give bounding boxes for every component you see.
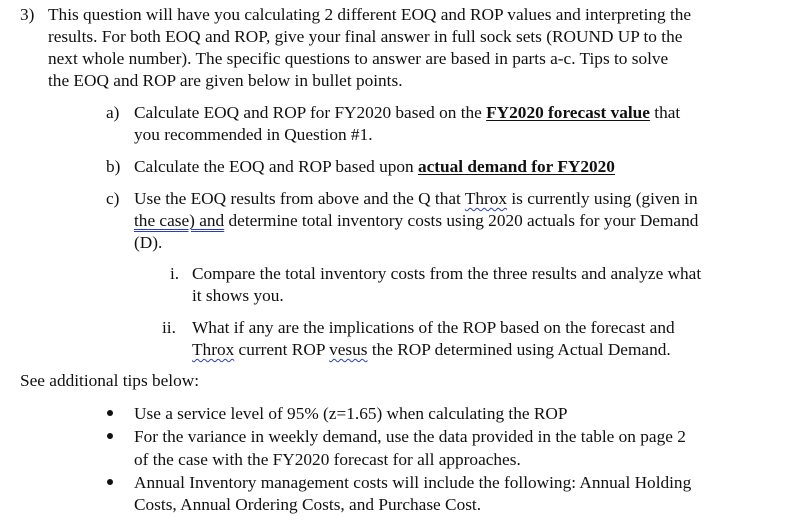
part-c-line-2-rest: determine total inventory costs using 2020 actuals for your Demand — [224, 211, 699, 230]
subpart-ii-line-2 — [192, 339, 671, 361]
bullet-icon — [107, 479, 113, 485]
part-a-forecast-emphasis: FY2020 forecast value — [486, 103, 650, 122]
part-b-actual-demand-emphasis: actual demand for FY2020 — [417, 157, 615, 176]
bullet-icon — [107, 433, 113, 439]
tip-2-line-2: of the case with the FY2020 forecast for all approaches. — [134, 450, 521, 469]
part-c-text: Use the EOQ results from above and the Q that — [134, 189, 465, 208]
part-a-line-2: you recommended in Question #1. — [134, 125, 373, 144]
question-line-3: next whole number). The specific questions to answer are based in parts a-c. Tips to solve — [48, 49, 669, 68]
part-a-line-1 — [134, 102, 680, 124]
part-c-line-2 — [134, 210, 698, 232]
tip-2-line-1: For the variance in weekly demand, use the data provided in the table on page 2 — [134, 427, 686, 446]
bullet-icon — [107, 410, 113, 416]
question-number: 3) — [20, 5, 35, 24]
part-b-text: Calculate the EOQ and ROP based upon — [134, 157, 418, 176]
part-a-text: Calculate EOQ and ROP for FY2020 based on the — [134, 103, 487, 122]
subpart-ii-line-1: What if any are the implications of the ROP based on the forecast and — [192, 318, 675, 337]
question-line-4: the EOQ and ROP are given below in bullet points. — [48, 71, 403, 90]
part-b-label: b) — [106, 157, 121, 176]
subpart-ii-text-after: the ROP determined using Actual Demand. — [367, 340, 671, 359]
part-c-text-after: is currently using (given in — [507, 189, 698, 208]
subpart-i-line-1: Compare the total inventory costs from the three results and analyze what — [192, 264, 702, 283]
subpart-ii-label: ii. — [162, 318, 176, 337]
part-a-text-after: that — [649, 103, 681, 122]
spellcheck-flag-throx[interactable]: Throx — [464, 189, 508, 208]
question-line-1: This question will have you calculating 2 different EOQ and ROP values and interpreting the — [48, 5, 692, 24]
part-c-line-1 — [134, 188, 698, 210]
subpart-i-label: i. — [170, 264, 180, 283]
part-c-line-3: (D). — [134, 233, 163, 252]
tip-3-line-1: Annual Inventory management costs will include the following: Annual Holding — [134, 473, 692, 492]
part-b-line — [134, 156, 615, 178]
part-c-label: c) — [106, 189, 120, 208]
tip-1-line-1: Use a service level of 95% (z=1.65) when calculating the ROP — [134, 404, 568, 423]
grammar-flag-the-case-and[interactable]: the case) and — [134, 211, 225, 230]
subpart-ii-text: current ROP — [234, 340, 330, 359]
spellcheck-flag-throx-2[interactable]: Throx — [192, 340, 235, 359]
spellcheck-flag-vesus[interactable]: vesus — [329, 340, 368, 359]
part-a-label: a) — [106, 103, 120, 122]
tip-3-line-2: Costs, Annual Ordering Costs, and Purchase Cost. — [134, 495, 482, 514]
question-line-2: results. For both EOQ and ROP, give your final answer in full sock sets (ROUND UP to the — [48, 27, 683, 46]
tips-heading: See additional tips below: — [20, 371, 200, 390]
subpart-i-line-2: it shows you. — [192, 286, 284, 305]
